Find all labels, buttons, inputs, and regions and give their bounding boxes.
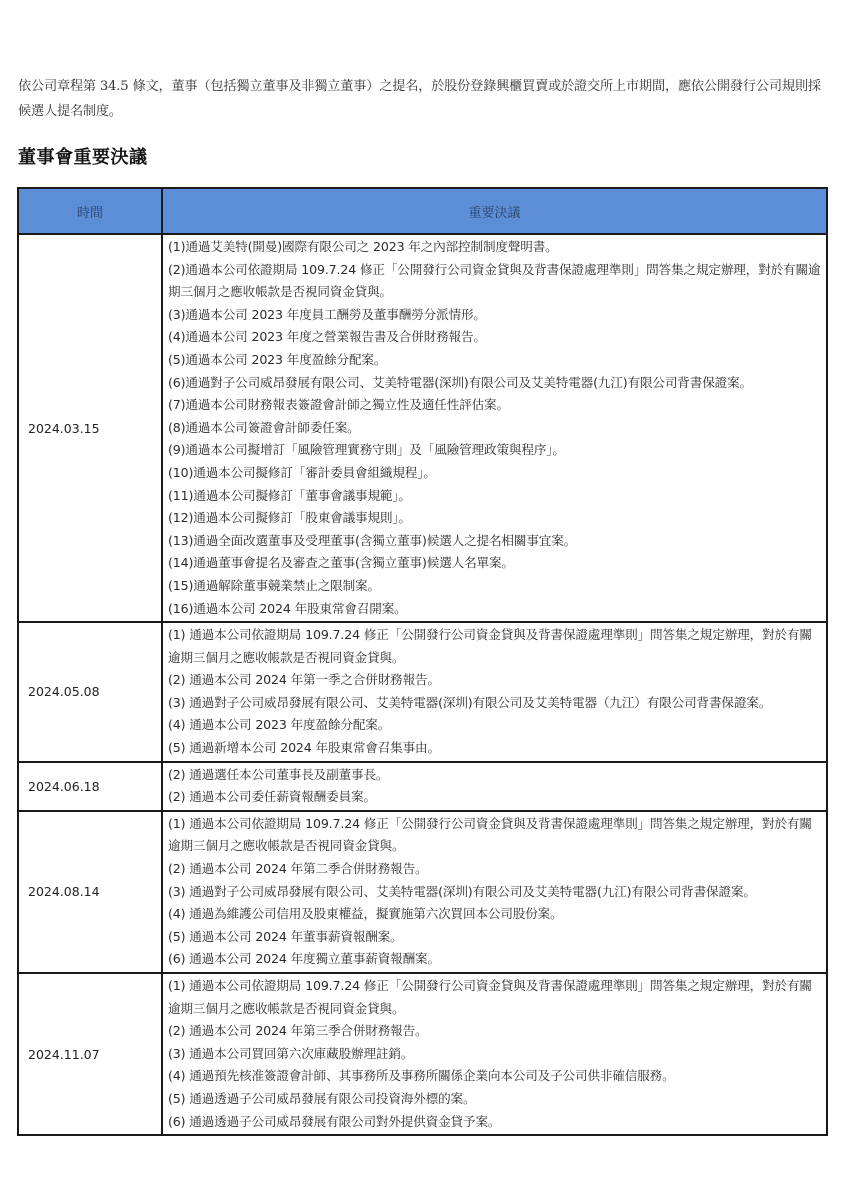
row-date: 2024.08.14 (18, 811, 162, 973)
table-row (18, 762, 827, 811)
row-date: 2024.06.18 (18, 762, 162, 811)
resolution-item: (5) 通過本公司 2024 年董事薪資報酬案。 (168, 928, 403, 944)
resolution-item: (7)通過本公司財務報表簽證會計師之獨立性及適任性評估案。 (168, 397, 509, 413)
row-date: 2024.03.15 (18, 234, 162, 622)
resolution-item: (10)通過本公司擬修訂「審計委員會組織規程」。 (168, 464, 436, 480)
resolution-item: (12)通過本公司擬修訂「股東會議事規則」。 (168, 510, 411, 526)
board-resolutions-table (17, 187, 828, 1136)
resolution-item: (4) 通過預先核准簽證會計師、其事務所及事務所關係企業向本公司及子公司供非確信服務。 (168, 1068, 675, 1084)
section-title: 董事會重要決議 (18, 147, 148, 168)
resolution-item: (9)通過本公司擬增訂「風險管理實務守則」及「風險管理政策與程序」。 (168, 442, 565, 458)
resolution-item: (1) 通過本公司依證期局 109.7.24 修正「公開發行公司資金貸與及背書保證處理準則」問答集之規定辦理，對於有關逾期三個月之應收帳款是否視同資金貸與。 (168, 627, 812, 665)
intro-paragraph: 依公司章程第 34.5 條文，董事（包括獨立董事及非獨立董事）之提名，於股份登錄興櫃買賣或於證交所上市期間，應依公開發行公司規則採候選人提名制度。 (18, 79, 821, 119)
resolution-item: (14)通過董事會提名及審查之董事(含獨立董事)候選人名單案。 (168, 555, 514, 571)
resolution-item: (5)通過本公司 2023 年度盈餘分配案。 (168, 351, 387, 367)
header-resolutions: 重要決議 (162, 188, 827, 234)
row-resolutions (162, 811, 827, 973)
resolution-item: (3) 通過本公司買回第六次庫藏股辦理註銷。 (168, 1045, 414, 1061)
resolution-item: (8)通過本公司簽證會計師委任案。 (168, 419, 360, 435)
table-body (18, 234, 827, 1135)
resolution-item: (1) 通過本公司依證期局 109.7.24 修正「公開發行公司資金貸與及背書保證處理準則」問答集之規定辦理，對於有關逾期三個月之應收帳款是否視同資金貸與。 (168, 815, 812, 854)
header-date: 時間 (18, 188, 162, 234)
resolution-item: (4) 通過本公司 2023 年度盈餘分配案。 (168, 717, 391, 733)
resolution-item: (11)通過本公司擬修訂「董事會議事規範」。 (168, 487, 411, 503)
resolution-item: (5) 通過新增本公司 2024 年股東常會召集事由。 (168, 740, 440, 756)
resolution-item: (6) 通過透過子公司威昂發展有限公司對外提供資金貸予案。 (168, 1113, 501, 1129)
resolution-item: (5) 通過透過子公司威昂發展有限公司投資海外標的案。 (168, 1090, 476, 1106)
resolution-item: (2) 通過本公司 2024 年第二季合併財務報告。 (168, 861, 428, 877)
resolution-item: (2) 通過本公司 2024 年第三季合併財務報告。 (168, 1023, 428, 1039)
resolution-item: (4)通過本公司 2023 年度之營業報告書及合併財務報告。 (168, 329, 486, 345)
resolution-item: (6)通過對子公司威昂發展有限公司、艾美特電器(深圳)有限公司及艾美特電器(九江)有限公司背書保證案。 (168, 374, 752, 390)
resolution-item: (3) 通過對子公司威昂發展有限公司、艾美特電器(深圳)有限公司及艾美特電器(九江)有限公司背書保證案。 (168, 883, 756, 899)
table-row (18, 622, 827, 762)
table-row (18, 234, 827, 622)
resolution-item: (13)通過全面改選董事及受理董事(含獨立董事)候選人之提名相關事宜案。 (168, 532, 577, 548)
resolution-item: (2) 通過本公司 2024 年第一季之合併財務報告。 (168, 672, 440, 688)
resolution-item: (6) 通過本公司 2024 年度獨立董事薪資報酬案。 (168, 951, 440, 967)
resolution-item: (3)通過本公司 2023 年度員工酬勞及董事酬勞分派情形。 (168, 306, 486, 322)
resolution-item: (16)通過本公司 2024 年股東常會召開案。 (168, 600, 407, 616)
resolution-item: (15)通過解除董事競業禁止之限制案。 (168, 577, 380, 593)
resolution-item: (1) 通過本公司依證期局 109.7.24 修正「公開發行公司資金貸與及背書保證處理準則」問答集之規定辦理，對於有關逾期三個月之應收帳款是否視同資金貸與。 (168, 978, 812, 1016)
resolution-item: (2) 通過選任本公司董事長及副董事長。 (168, 766, 389, 782)
row-resolutions (162, 762, 827, 811)
table-row (18, 811, 827, 973)
row-date: 2024.11.07 (18, 973, 162, 1135)
row-resolutions (162, 622, 827, 762)
table-header-row (18, 188, 827, 234)
resolution-item: (4) 通過為維護公司信用及股東權益，擬實施第六次買回本公司股份案。 (168, 906, 563, 922)
resolution-item: (2) 通過本公司委任薪資報酬委員案。 (168, 789, 376, 805)
table-row (18, 973, 827, 1135)
row-date: 2024.05.08 (18, 622, 162, 762)
row-resolutions (162, 234, 827, 622)
row-resolutions (162, 973, 827, 1135)
resolution-item: (2)通過本公司依證期局 109.7.24 修正「公開發行公司資金貸與及背書保證處理準則」問答集之規定辦理，對於有關逾期三個月之應收帳款是否視同資金貸與。 (168, 261, 821, 300)
resolution-item: (3) 通過對子公司威昂發展有限公司、艾美特電器(深圳)有限公司及艾美特電器（九江）有限公司背書保證案。 (168, 694, 772, 710)
resolution-item: (1)通過艾美特(開曼)國際有限公司之 2023 年之內部控制制度聲明書。 (168, 239, 558, 254)
